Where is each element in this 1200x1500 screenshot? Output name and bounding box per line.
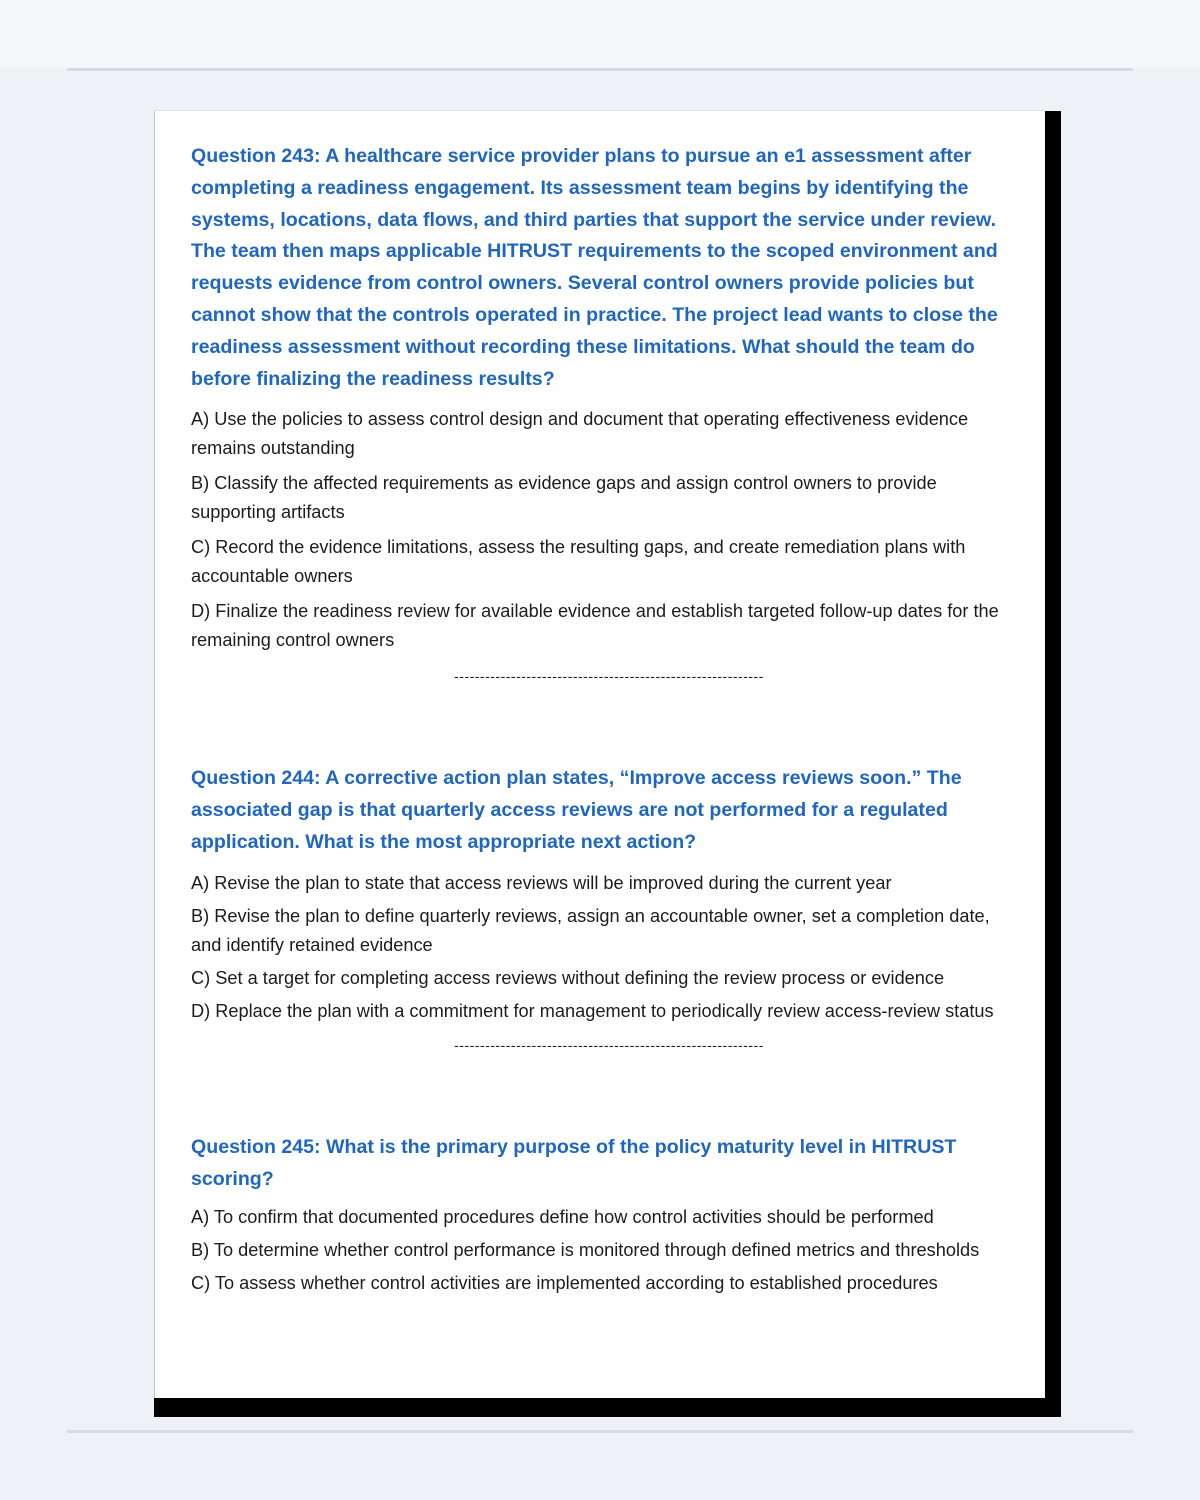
answer-option-a: A) Revise the plan to state that access reviews will be improved during the current year [191,872,892,893]
answer-option-a: A) To confirm that documented procedures define how control activities should be performed [191,1207,934,1228]
top-band [0,0,1200,68]
answer-option-b: B) To determine whether control performance is monitored through defined metrics and thresholds [191,1240,980,1261]
answer-option-c: C) Record the evidence limitations, assess the resulting gaps, and create remediation plans with accountable owners [191,537,966,587]
top-divider [67,68,1133,71]
document-page [154,110,1045,1398]
question-text: Question 245: What is the primary purpose of the policy maturity level in HITRUST scoring? [191,1135,957,1190]
answer-option-c: C) To assess whether control activities are implemented according to established procedures [191,1273,938,1294]
question-block-245 [191,1132,1011,1299]
question-text: Question 244: A corrective action plan states, “Improve access reviews soon.” The associated gap is that quarterly access reviews are not performed for a regulated application. What is the most appropriate next action? [191,767,962,853]
answer-options [191,869,1011,1026]
answer-option-d: D) Finalize the readiness review for available evidence and establish targeted follow-up dates for the remaining control owners [191,601,999,651]
question-separator: ------------------------------------------------------------ [454,1037,764,1052]
page-content [191,141,1011,1302]
answer-options [191,405,1011,655]
question-block-243 [191,141,1011,683]
question-separator: ------------------------------------------------------------ [454,669,764,684]
bottom-divider [67,1430,1133,1433]
question-text: Question 243: A healthcare service provider plans to pursue an e1 assessment after completing a readiness engagement. Its assessment team begins by identifying the systems, locations, data flows, and third parties that support the service under review. The team then maps applicable HITRUST requirements to the scoped environment and requests evidence from control owners. Several control owners provide policies but cannot show that the controls operated in practice. The project lead wants to close the readiness assessment without recording these limitations. What should the team do before finalizing the readiness results? [191,145,998,390]
answer-option-d: D) Replace the plan with a commitment for management to periodically review access-review status [191,1000,994,1021]
answer-option-a: A) Use the policies to assess control design and document that operating effectiveness evidence remains outstanding [191,409,969,459]
answer-options [191,1203,1011,1298]
answer-option-c: C) Set a target for completing access reviews without defining the review process or evidence [191,967,945,988]
answer-option-b: B) Classify the affected requirements as evidence gaps and assign control owners to provide supporting artifacts [191,473,937,523]
answer-option-b: B) Revise the plan to define quarterly reviews, assign an accountable owner, set a completion date, and identify retained evidence [191,905,990,955]
question-block-244 [191,763,1011,1051]
